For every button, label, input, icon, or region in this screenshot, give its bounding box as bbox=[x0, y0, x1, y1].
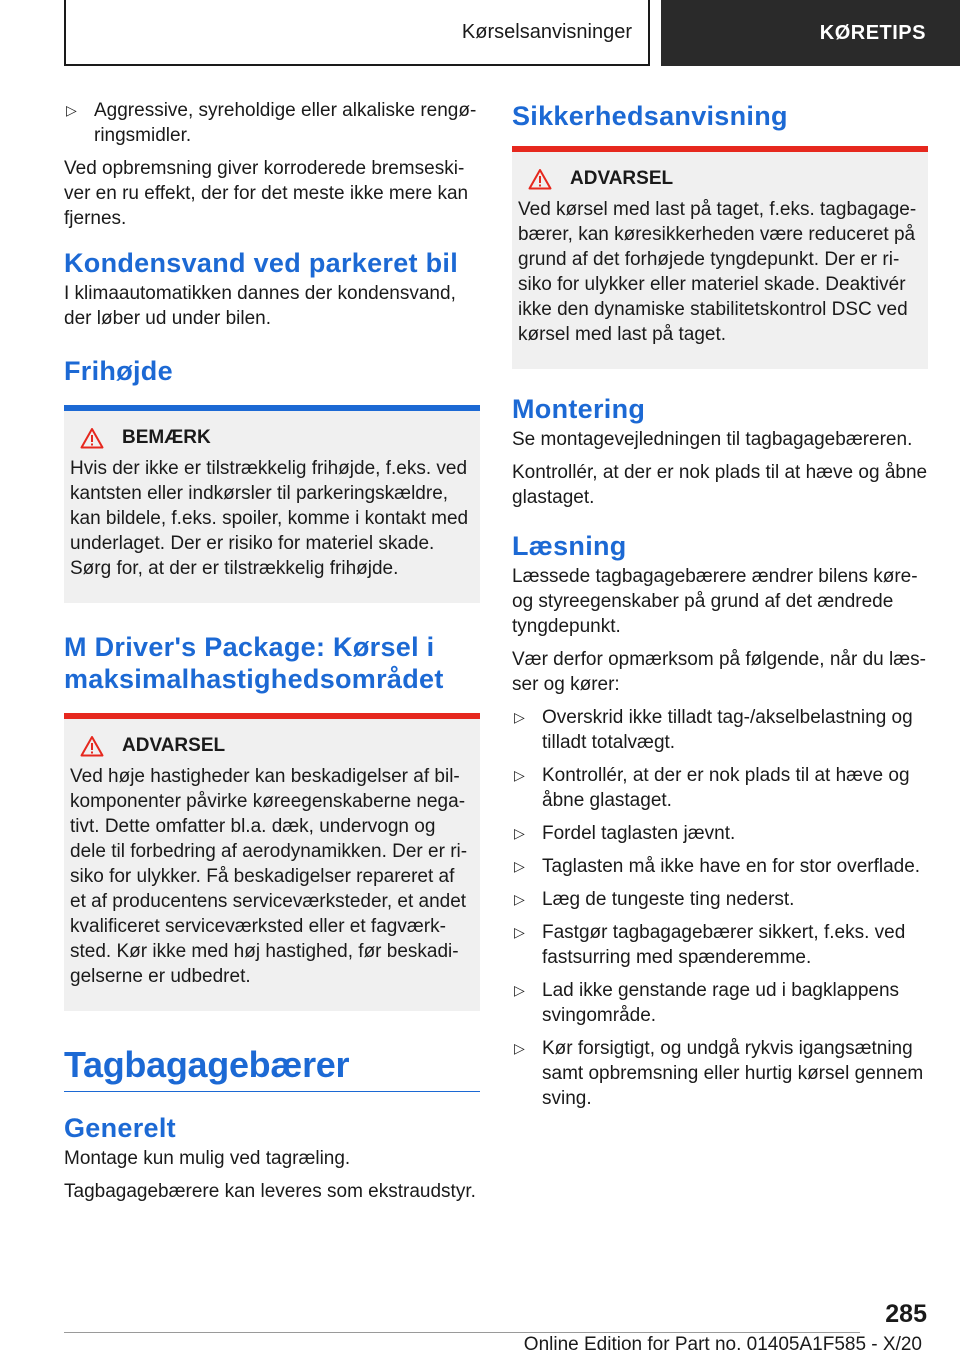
paragraph-generelt-1: Montage kun mulig ved tagræling. bbox=[64, 1148, 351, 1169]
triangle-bullet-icon: ▷ bbox=[514, 825, 525, 841]
triangle-bullet-icon: ▷ bbox=[514, 767, 525, 783]
triangle-bullet-icon: ▷ bbox=[514, 982, 525, 998]
paragraph-montering-1: Se montagevejledningen til tagbagagebæreren. bbox=[512, 429, 913, 450]
paragraph-generelt-2: Tagbagagebærere kan leveres som ekstraudstyr. bbox=[64, 1181, 476, 1202]
triangle-bullet-icon: ▷ bbox=[514, 858, 525, 874]
list-item-text: Læg de tungeste ting nederst. bbox=[542, 889, 795, 910]
section-header-tab bbox=[64, 0, 650, 66]
section-title: Kørselsanvisninger bbox=[461, 20, 632, 43]
paragraph-montering-2: Kontrollér, at der er nok plads til at hæve og åbne glastaget. bbox=[512, 462, 928, 508]
chapter-title: KØRETIPS bbox=[819, 21, 926, 44]
warning-triangle-icon bbox=[528, 168, 552, 190]
heading-generelt: Generelt bbox=[64, 1113, 176, 1143]
heading-laesning: Læsning bbox=[512, 531, 627, 561]
paragraph-brake: Ved opbremsning giver korroderede bremseskiver en ru effekt, der for det meste ikke mere kan fjernes. bbox=[64, 158, 469, 229]
list-item-text: Kør forsigtigt, og undgå rykvis igangsætning samt opbremsning eller hurtig kørsel gennem sving. bbox=[542, 1038, 924, 1109]
heading-m-drivers-package: M Driver's Package: Kørsel i maksimalhastighedsområdet bbox=[64, 632, 444, 694]
list-item bbox=[512, 705, 928, 755]
list-item-text: Lad ikke genstande rage ud i bagklappens svingområde. bbox=[542, 980, 900, 1026]
list-item bbox=[512, 978, 928, 1028]
list-item-text: Fastgør tagbagagebærer sikkert, f.eks. ved fastsurring med spænderemme. bbox=[542, 922, 906, 968]
list-item bbox=[512, 1036, 928, 1111]
page-number: 285 bbox=[885, 1300, 927, 1328]
heading-frihojde: Frihøjde bbox=[64, 356, 173, 386]
note-title: BEMÆRK bbox=[122, 427, 211, 448]
heading-montering: Montering bbox=[512, 394, 646, 424]
list-item-text: Aggressive, syreholdige eller alkaliske rengøringsmidler. bbox=[94, 100, 477, 146]
bullet-list bbox=[512, 705, 928, 1111]
warning-text: Ved kørsel med last på taget, f.eks. tagbagagebærer, kan køresikkerheden være reduceret på grund af det forhøjede tyngdepunkt. Der er risiko for ulykker eller materiel skade. Deaktivér ikke den dynamiske stabilitetskontrol DSC ved kørsel med last på taget. bbox=[518, 199, 917, 345]
warning-triangle-icon bbox=[80, 427, 104, 449]
list-item-text: Taglasten må ikke have en for stor overflade. bbox=[542, 856, 921, 877]
list-item-text: Fordel taglasten jævnt. bbox=[542, 823, 736, 844]
warning-header bbox=[518, 166, 920, 191]
heading-kondensvand: Kondensvand ved parkeret bil bbox=[64, 248, 459, 278]
list-item bbox=[512, 763, 928, 813]
note-text: Hvis der ikke er tilstrækkelig frihøjde, f.eks. ved kantsten eller indkørsler til parkeringskældre, kan bildele, f.eks. spoiler, komme i kontakt med underlaget. Der er risiko for materiel skade. Sørg for, at der er tilstrækkelig frihøjde. bbox=[70, 458, 469, 579]
warning-box-advarsel bbox=[64, 719, 480, 1011]
list-item bbox=[512, 821, 928, 846]
warning-title: ADVARSEL bbox=[570, 168, 674, 189]
triangle-bullet-icon: ▷ bbox=[514, 1040, 525, 1056]
list-item-text: Kontrollér, at der er nok plads til at hæve og åbne glastaget. bbox=[542, 765, 910, 811]
paragraph-kondensvand: I klimaautomatikken dannes der kondensvand, der løber ud under bilen. bbox=[64, 283, 456, 329]
list-item bbox=[512, 920, 928, 970]
triangle-bullet-icon: ▷ bbox=[66, 102, 77, 118]
warning-title: ADVARSEL bbox=[122, 735, 226, 756]
paragraph-laesning-2: Vær derfor opmærksom på følgende, når du læsser og kører: bbox=[512, 649, 926, 695]
footer-rule bbox=[64, 1332, 860, 1333]
triangle-bullet-icon: ▷ bbox=[514, 891, 525, 907]
note-box-bemaerk bbox=[64, 411, 480, 603]
triangle-bullet-icon: ▷ bbox=[514, 709, 525, 725]
note-header bbox=[70, 425, 472, 450]
list-item bbox=[64, 98, 480, 148]
warning-header bbox=[70, 733, 472, 758]
paragraph-laesning-1: Læssede tagbagagebærere ændrer bilens køre- og styreegenskaber på grund af det ændrede tyngdepunkt. bbox=[512, 566, 918, 637]
warning-text: Ved høje hastigheder kan beskadigelser af bilkomponenter påvirke køreegenskaberne negativt. Dette omfatter bl.a. dæk, undervogn og dele til forbedring af aerodynamikken. Der er risiko for ulykker. Få beskadigelser repareret af et af producentens serviceværksteder, et andet kvalificeret serviceværksted eller et fagværksted. Kør ikke med høj hastighed, før beskadigelserne er udbedret. bbox=[70, 766, 468, 987]
right-column bbox=[512, 98, 928, 1119]
heading-tagbagagebaerer: Tagbagagebærer bbox=[64, 1044, 350, 1085]
list-item bbox=[512, 854, 928, 879]
list-item-text: Overskrid ikke tilladt tag-/akselbelastning og tilladt totalvægt. bbox=[542, 707, 913, 753]
chapter-header-tab bbox=[661, 0, 960, 66]
triangle-bullet-icon: ▷ bbox=[514, 924, 525, 940]
heading-sikkerhedsanvisning: Sikkerhedsanvisning bbox=[512, 101, 788, 131]
left-column bbox=[64, 98, 480, 1212]
warning-box-advarsel bbox=[512, 152, 928, 369]
list-item bbox=[512, 887, 928, 912]
footer-edition: Online Edition for Part no. 01405A1F585 - X/20 bbox=[523, 1334, 922, 1355]
heading-rule bbox=[64, 1091, 480, 1092]
warning-triangle-icon bbox=[80, 735, 104, 757]
